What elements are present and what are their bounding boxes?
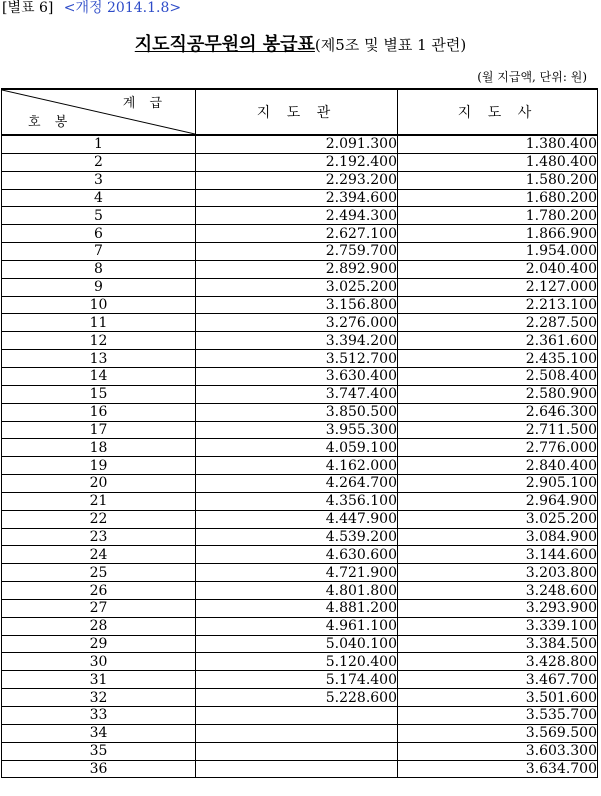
table-row: [2, 475, 598, 493]
jidogwan-salary-cell: 3.630.400: [196, 367, 398, 385]
step-cell: 9: [2, 278, 196, 296]
step-cell: 25: [2, 564, 196, 582]
jidosa-salary-cell: 3.634.700: [398, 760, 598, 778]
jidogwan-salary-cell: 5.228.600: [196, 689, 398, 707]
jidosa-salary-cell: 2.905.100: [398, 475, 598, 493]
corner-header-cell: [2, 89, 196, 135]
jidogwan-salary-cell: 4.961.100: [196, 617, 398, 635]
table-row: [2, 582, 598, 600]
jidosa-salary-cell: 3.535.700: [398, 707, 598, 725]
jidogwan-salary-cell: 4.356.100: [196, 492, 398, 510]
jidosa-salary-cell: 3.467.700: [398, 671, 598, 689]
jidogwan-salary-cell: 2.192.400: [196, 153, 398, 171]
table-row: [2, 153, 598, 171]
table-row: [2, 385, 598, 403]
table-row: [2, 189, 598, 207]
step-cell: 16: [2, 403, 196, 421]
jidogwan-salary-cell: 2.759.700: [196, 243, 398, 261]
step-cell: 24: [2, 546, 196, 564]
jidosa-salary-cell: 2.776.000: [398, 439, 598, 457]
jidogwan-salary-cell: 2.293.200: [196, 171, 398, 189]
jidogwan-salary-cell: 4.721.900: [196, 564, 398, 582]
attachment-label: [별표 6]: [2, 0, 54, 16]
step-cell: 1: [2, 135, 196, 153]
page-title: [0, 34, 601, 56]
jidosa-salary-cell: 2.711.500: [398, 421, 598, 439]
jidogwan-salary-cell: 3.276.000: [196, 314, 398, 332]
step-cell: 15: [2, 385, 196, 403]
step-cell: 3: [2, 171, 196, 189]
step-cell: 12: [2, 332, 196, 350]
jidosa-salary-cell: 2.580.900: [398, 385, 598, 403]
jidosa-salary-cell: 1.680.200: [398, 189, 598, 207]
table-row: [2, 207, 598, 225]
table-row: [2, 546, 598, 564]
jidosa-salary-cell: 2.964.900: [398, 492, 598, 510]
jidogwan-salary-cell: 3.747.400: [196, 385, 398, 403]
table-row: [2, 225, 598, 243]
table-row: [2, 135, 598, 153]
table-row: [2, 510, 598, 528]
jidogwan-salary-cell: 4.447.900: [196, 510, 398, 528]
step-cell: 18: [2, 439, 196, 457]
column-header-jidosa: 지 도 사: [398, 89, 598, 135]
step-cell: 29: [2, 635, 196, 653]
table-row: [2, 421, 598, 439]
jidogwan-salary-cell: 3.025.200: [196, 278, 398, 296]
salary-table: [1, 88, 598, 778]
jidogwan-salary-cell: 5.040.100: [196, 635, 398, 653]
table-row: [2, 635, 598, 653]
jidosa-salary-cell: 1.866.900: [398, 225, 598, 243]
jidosa-salary-cell: 3.384.500: [398, 635, 598, 653]
step-cell: 27: [2, 599, 196, 617]
title-main: 지도직공무원의 봉급표: [134, 34, 315, 55]
jidosa-salary-cell: 3.248.600: [398, 582, 598, 600]
step-cell: 34: [2, 724, 196, 742]
step-cell: 36: [2, 760, 196, 778]
step-cell: 8: [2, 260, 196, 278]
jidogwan-salary-cell: [196, 760, 398, 778]
step-cell: 21: [2, 492, 196, 510]
jidogwan-salary-cell: 3.156.800: [196, 296, 398, 314]
table-row: [2, 707, 598, 725]
jidogwan-salary-cell: 4.881.200: [196, 599, 398, 617]
step-cell: 23: [2, 528, 196, 546]
grade-label: 계 급: [122, 96, 167, 111]
step-cell: 20: [2, 475, 196, 493]
table-row: [2, 724, 598, 742]
step-cell: 28: [2, 617, 196, 635]
jidosa-salary-cell: 2.287.500: [398, 314, 598, 332]
table-row: [2, 528, 598, 546]
jidosa-salary-cell: 3.025.200: [398, 510, 598, 528]
table-row: [2, 564, 598, 582]
jidosa-salary-cell: 3.084.900: [398, 528, 598, 546]
jidogwan-salary-cell: 4.801.800: [196, 582, 398, 600]
table-row: [2, 671, 598, 689]
table-row: [2, 332, 598, 350]
jidosa-salary-cell: 2.213.100: [398, 296, 598, 314]
table-row: [2, 243, 598, 261]
jidogwan-salary-cell: [196, 707, 398, 725]
jidogwan-salary-cell: 2.394.600: [196, 189, 398, 207]
jidosa-salary-cell: 2.508.400: [398, 367, 598, 385]
jidogwan-salary-cell: [196, 742, 398, 760]
title-sub: (제5조 및 별표 1 관련): [314, 36, 467, 54]
table-row: [2, 742, 598, 760]
jidogwan-salary-cell: 2.627.100: [196, 225, 398, 243]
table-row: [2, 760, 598, 778]
jidogwan-salary-cell: 3.512.700: [196, 350, 398, 368]
step-cell: 2: [2, 153, 196, 171]
jidosa-salary-cell: 2.361.600: [398, 332, 598, 350]
step-cell: 26: [2, 582, 196, 600]
step-cell: 17: [2, 421, 196, 439]
jidogwan-salary-cell: 5.120.400: [196, 653, 398, 671]
step-cell: 4: [2, 189, 196, 207]
table-row: [2, 403, 598, 421]
step-cell: 33: [2, 707, 196, 725]
jidogwan-salary-cell: 4.162.000: [196, 457, 398, 475]
table-row: [2, 171, 598, 189]
table-row: [2, 260, 598, 278]
step-cell: 31: [2, 671, 196, 689]
jidogwan-salary-cell: 2.494.300: [196, 207, 398, 225]
step-label: 호 봉: [28, 115, 73, 130]
jidogwan-salary-cell: 4.059.100: [196, 439, 398, 457]
jidosa-salary-cell: 2.127.000: [398, 278, 598, 296]
table-header-row: [2, 89, 598, 135]
jidosa-salary-cell: 3.144.600: [398, 546, 598, 564]
table-row: [2, 653, 598, 671]
table-row: [2, 457, 598, 475]
step-cell: 7: [2, 243, 196, 261]
jidosa-salary-cell: 3.501.600: [398, 689, 598, 707]
table-row: [2, 492, 598, 510]
jidogwan-salary-cell: 3.394.200: [196, 332, 398, 350]
step-cell: 10: [2, 296, 196, 314]
jidosa-salary-cell: 1.954.000: [398, 243, 598, 261]
jidogwan-salary-cell: 3.850.500: [196, 403, 398, 421]
attachment-header: [2, 0, 181, 16]
salary-table-body: [2, 135, 598, 778]
step-cell: 22: [2, 510, 196, 528]
jidosa-salary-cell: 2.646.300: [398, 403, 598, 421]
table-row: [2, 296, 598, 314]
unit-note: (월 지급액, 단위: 원): [477, 70, 587, 84]
step-cell: 13: [2, 350, 196, 368]
table-row: [2, 314, 598, 332]
jidogwan-salary-cell: 5.174.400: [196, 671, 398, 689]
step-cell: 6: [2, 225, 196, 243]
jidogwan-salary-cell: 4.264.700: [196, 475, 398, 493]
step-cell: 30: [2, 653, 196, 671]
jidosa-salary-cell: 3.428.800: [398, 653, 598, 671]
jidogwan-salary-cell: 4.630.600: [196, 546, 398, 564]
step-cell: 5: [2, 207, 196, 225]
table-row: [2, 617, 598, 635]
jidosa-salary-cell: 3.569.500: [398, 724, 598, 742]
step-cell: 11: [2, 314, 196, 332]
revision-note: <개정 2014.1.8>: [63, 0, 182, 16]
jidogwan-salary-cell: 3.955.300: [196, 421, 398, 439]
jidosa-salary-cell: 2.435.100: [398, 350, 598, 368]
jidosa-salary-cell: 1.380.400: [398, 135, 598, 153]
jidosa-salary-cell: 1.480.400: [398, 153, 598, 171]
step-cell: 14: [2, 367, 196, 385]
table-row: [2, 439, 598, 457]
table-row: [2, 350, 598, 368]
jidosa-salary-cell: 1.780.200: [398, 207, 598, 225]
jidosa-salary-cell: 3.203.800: [398, 564, 598, 582]
jidosa-salary-cell: 3.339.100: [398, 617, 598, 635]
jidogwan-salary-cell: 2.091.300: [196, 135, 398, 153]
jidogwan-salary-cell: 2.892.900: [196, 260, 398, 278]
jidosa-salary-cell: 2.840.400: [398, 457, 598, 475]
jidosa-salary-cell: 3.293.900: [398, 599, 598, 617]
table-row: [2, 599, 598, 617]
column-header-jidogwan: 지 도 관: [196, 89, 398, 135]
jidosa-salary-cell: 3.603.300: [398, 742, 598, 760]
jidogwan-salary-cell: 4.539.200: [196, 528, 398, 546]
table-row: [2, 367, 598, 385]
table-row: [2, 689, 598, 707]
table-row: [2, 278, 598, 296]
jidogwan-salary-cell: [196, 724, 398, 742]
jidosa-salary-cell: 2.040.400: [398, 260, 598, 278]
jidosa-salary-cell: 1.580.200: [398, 171, 598, 189]
step-cell: 19: [2, 457, 196, 475]
step-cell: 35: [2, 742, 196, 760]
step-cell: 32: [2, 689, 196, 707]
